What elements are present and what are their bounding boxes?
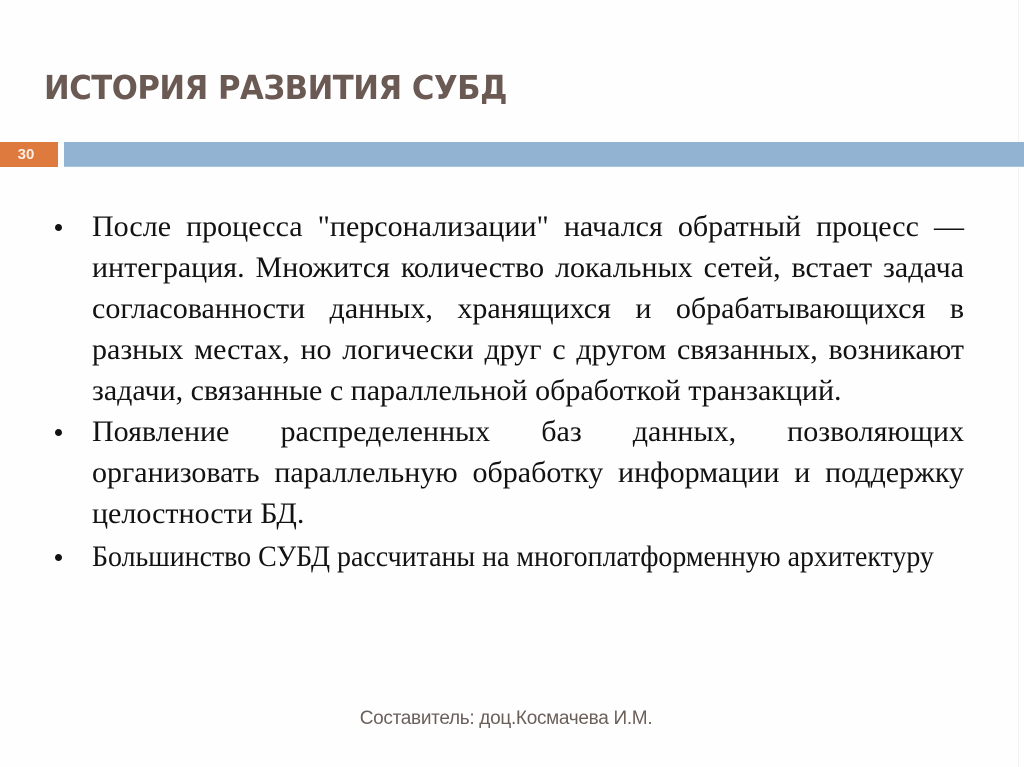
bullet-text: Большинство СУБД рассчитаны на многоплатформенную архитектуру [92, 540, 934, 573]
bullet-item [52, 206, 964, 411]
slide-footer-author: Составитель: доц.Космачева И.М. [359, 708, 653, 729]
slide-title: ИСТОРИЯ РАЗВИТИЯ СУБД [44, 68, 507, 107]
bullet-text: После процесса "персонализации" начался обратный процесс — интеграция. Множится количество локальных сетей, встает задача согласованности данных, хранящихся и обрабатывающихся в разных местах, но логически друг с другом связанных, возникают задачи, связанные с параллельной обработкой транзакций. [92, 210, 964, 407]
bullet-text: Появление распределенных баз данных, позволяющих организовать параллельную обработку информации и поддержку целостности БД. [92, 415, 964, 530]
slide-number: 30 [17, 146, 35, 163]
title-accent-bar [64, 142, 1024, 167]
slide-edge-divider [1018, 0, 1019, 767]
bullet-list [52, 206, 964, 577]
slide-number-badge [0, 142, 58, 167]
bullet-item [52, 536, 964, 577]
bullet-item [52, 411, 964, 534]
